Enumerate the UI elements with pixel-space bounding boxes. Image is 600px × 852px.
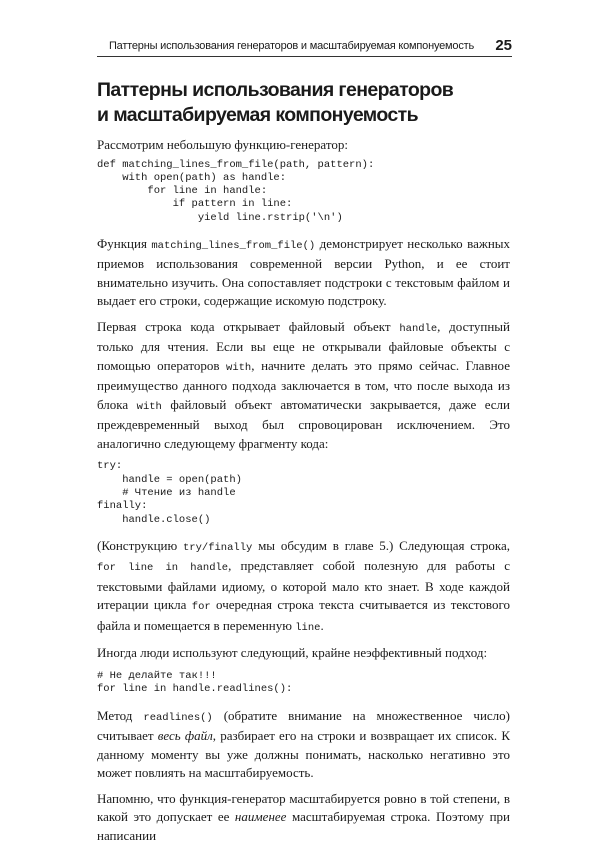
inline-code: with	[136, 400, 162, 413]
paragraph-inefficient-approach: Иногда люди используют следующий, крайне неэффективный подход:	[97, 645, 488, 661]
inline-code: try/finally	[182, 541, 253, 554]
section-title	[97, 78, 517, 128]
text-run: демонстрирует несколько важных приемов использования современной версии Python, и ее стоит внимательно изучить. Она сопоставляет подстроки с текстовым файлом и выдает его строки, содержащие искомую подстроку.	[97, 235, 511, 309]
paragraph-function-description	[97, 235, 510, 311]
text-run: .	[320, 617, 324, 633]
paragraph-with-statement	[97, 318, 510, 454]
text-run: масштабируемая строка. Поэтому при написании	[97, 809, 510, 843]
text-run: (Конструкцию	[97, 537, 183, 553]
code-block-generator: def matching_lines_from_file(path, pattern): with open(path) as handle: for line in handle: if pattern in line: yield line.rstrip('\n')	[97, 158, 375, 224]
code-block-readlines: # Не делайте так!!! for line in handle.readlines():	[97, 669, 293, 696]
paragraph-readlines	[97, 707, 510, 783]
text-run: Первая строка кода открывает файловый объект	[97, 318, 400, 334]
emphasis: весь файл	[157, 728, 213, 744]
running-title: Паттерны использования генераторов и масштабируемая компонуемость	[108, 40, 474, 52]
inline-code: handle	[399, 322, 438, 335]
text-run: (обратите внимание на множественное число) считывает	[97, 707, 510, 744]
inline-code: with	[226, 361, 252, 374]
text-run: очередная строка текста считывается из текстового файла и помещается в переменную	[97, 597, 510, 633]
inline-code: for	[191, 601, 211, 614]
text-run: , представляет собой полезную для работы с текстовыми файлами идиому, о которой мало кто знает. В ходе каждой итерации цикла	[97, 558, 510, 613]
emphasis: наименее	[234, 809, 287, 825]
text-run: Метод	[97, 707, 144, 723]
text-run: Функция	[97, 235, 152, 251]
inline-code: line	[295, 621, 321, 634]
body-text	[97, 136, 510, 852]
text-run: файловый объект автоматически закрывается, даже если преждевременный выход был спровоцирован исключением. Это аналогично следующему фрагменту кода:	[97, 396, 510, 451]
code-block-try-finally: try: handle = open(path) # Чтение из handle finally: handle.close()	[97, 460, 242, 526]
text-run: , доступный только для чтения. Если вы еще не открывали файловые объекты с помощью операторов	[97, 318, 510, 373]
inline-code: matching_lines_from_file()	[151, 239, 316, 252]
inline-code: for line in handle	[97, 562, 229, 575]
text-run: , начните делать это прямо сейчас. Главное преимущество данного подхода заключается в том, что после выхода из блока	[97, 357, 510, 412]
page-number: 25	[495, 37, 512, 54]
paragraph-for-line-idiom	[97, 537, 510, 638]
inline-code: readlines()	[143, 711, 213, 724]
running-header	[97, 40, 512, 57]
text-run: мы обсудим в главе 5.) Следующая строка,	[252, 537, 510, 553]
section-title-line2: и масштабируемая компонуемость	[97, 104, 419, 126]
section-title-line1: Паттерны использования генераторов	[97, 79, 454, 101]
paragraph-intro: Рассмотрим небольшую функцию-генератор:	[97, 137, 348, 152]
text-run: , разбирает его на строки и возвращает их список. К данному моменту вы уже должны понимать, насколько негативно это может повлиять на масштабируемость.	[97, 728, 511, 781]
text-run: Напомню, что функция-генератор масштабируется ровно в той степени, в какой это допускает ее	[97, 790, 510, 825]
paragraph-scalability	[97, 790, 510, 846]
